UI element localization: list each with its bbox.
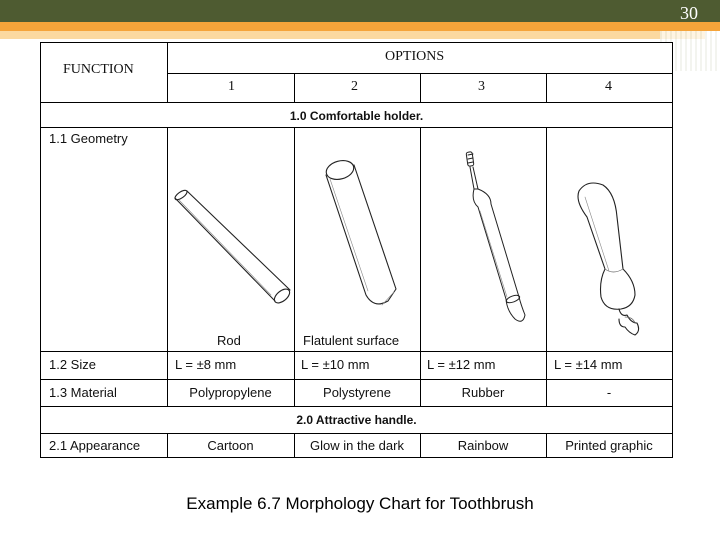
material-option-1: Polypropylene xyxy=(189,385,272,400)
options-header: OPTIONS xyxy=(385,49,445,64)
appearance-option-4: Printed graphic xyxy=(565,438,653,453)
option-number-3: 3 xyxy=(478,79,485,94)
grid-line xyxy=(294,73,295,102)
section-title-attractive-handle: 2.0 Attractive handle. xyxy=(296,413,417,427)
appearance-option-1: Cartoon xyxy=(207,438,254,453)
option-number-1: 1 xyxy=(228,79,235,94)
size-option-2: L = ±10 mm xyxy=(301,357,370,372)
grid-line xyxy=(420,73,421,102)
grid-line xyxy=(41,433,672,434)
geometry-option-2: Flatulent surface xyxy=(303,333,400,348)
row-label-appearance: 2.1 Appearance xyxy=(49,438,141,453)
material-option-2: Polystyrene xyxy=(323,385,391,400)
section-title-comfortable-holder: 1.0 Comfortable holder. xyxy=(289,109,424,123)
row-label-geometry: 1.1 Geometry xyxy=(49,131,128,146)
appearance-option-3: Rainbow xyxy=(457,438,509,453)
grid-line xyxy=(420,127,421,406)
row-label-material: 1.3 Material xyxy=(49,385,117,400)
slide-accent-bar xyxy=(0,22,720,31)
size-option-4: L = ±14 mm xyxy=(554,357,623,372)
material-option-4: - xyxy=(606,385,612,400)
rod-handle-sketch xyxy=(171,183,296,313)
grid-line xyxy=(41,351,672,352)
appearance-option-2: Glow in the dark xyxy=(310,438,404,453)
grid-line xyxy=(41,102,672,103)
geometry-option-1: Rod xyxy=(217,333,241,348)
flat-handle-sketch xyxy=(316,157,401,312)
row-label-size: 1.2 Size xyxy=(49,357,96,372)
size-option-1: L = ±8 mm xyxy=(175,357,237,372)
bulb-handle-sketch xyxy=(561,177,661,337)
grid-line xyxy=(41,406,672,407)
function-header: FUNCTION xyxy=(63,62,134,77)
grid-line xyxy=(41,127,672,128)
material-option-3: Rubber xyxy=(461,385,505,400)
morphology-chart xyxy=(40,42,673,458)
page-number: 30 xyxy=(680,3,698,23)
option-number-2: 2 xyxy=(351,79,358,94)
grid-line xyxy=(546,127,547,406)
grid-line xyxy=(167,127,168,351)
size-option-3: L = ±12 mm xyxy=(427,357,496,372)
grid-line xyxy=(167,43,168,102)
slim-toothbrush-sketch xyxy=(461,149,531,334)
option-number-4: 4 xyxy=(605,79,612,94)
slide-top-bar xyxy=(0,0,720,22)
grid-line xyxy=(41,379,672,380)
slide-accent-bar-light xyxy=(0,31,705,39)
figure-caption: Example 6.7 Morphology Chart for Toothbrush xyxy=(186,494,534,513)
grid-line xyxy=(546,73,547,102)
